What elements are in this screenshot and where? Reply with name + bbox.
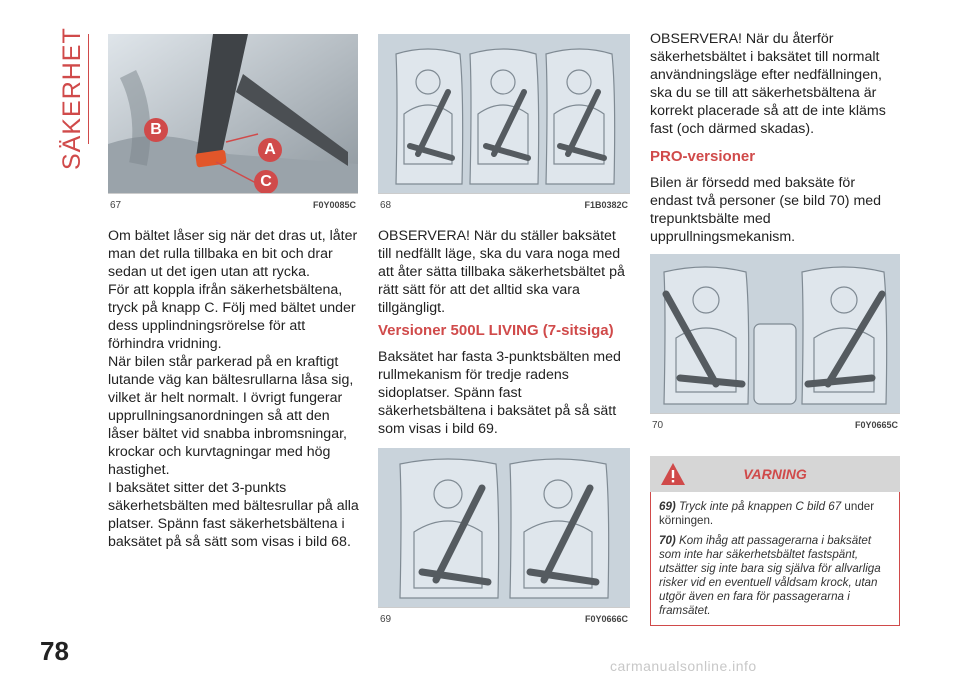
- figure-number: 67: [110, 199, 122, 211]
- figure-number: 69: [380, 613, 392, 625]
- warning-box: [650, 456, 900, 626]
- paragraph: När bilen står parkerad på en kraftigt lutande väg kan bältesrullarna låsa sig, vilket är helt normalt. I övrigt fungerar upprullningsanordningen så att den låser bältet vid snabba inbromsningar, krockar och kurvtagningar med hög hastighet.: [108, 354, 354, 478]
- warning-body: [650, 492, 900, 626]
- figure-67: [108, 34, 358, 216]
- figure-code: F0Y0666C: [584, 614, 628, 624]
- label-c: C: [254, 170, 278, 194]
- paragraph: I baksätet sitter det 3-punkts säkerhetsbälten med bältesrullar på alla platser. Spänn fast säkerhetsbältena i baksätet på så sätt som visas i bild 68.: [108, 480, 359, 550]
- col2-heading: Versioner 500L LIVING (7-sitsiga): [378, 322, 614, 339]
- figure-69: [378, 448, 630, 630]
- label-b: B: [144, 118, 168, 142]
- warning-ref: 70): [659, 534, 676, 547]
- warning-text: Kom ihåg att passagerarna i baksätet som inte har säkerhetsbältet fastspänt, utsätter sig inte bara sig själva för allvarliga risker vid en eventuell våldsam krock, utan utgör även en fara för passagerarna i framsätet.: [659, 534, 881, 617]
- col2-body-1: [378, 227, 630, 317]
- figure-code: F0Y0085C: [312, 200, 356, 210]
- figure-67-caption: [108, 193, 358, 216]
- figure-68-illustration: [378, 34, 630, 194]
- figure-70-illustration: [650, 254, 900, 414]
- figure-67-illustration: [108, 34, 358, 194]
- paragraph: OBSERVERA! När du återför säkerhetsbältet i baksätet till normalt användningsläge efter nedfällningen, ska du se till att säkerhetsbältena är korrekt placerade så att de inte kläms fast (och därmed skadas).: [650, 31, 886, 137]
- page-number: 78: [40, 636, 69, 666]
- paragraph: Baksätet har fasta 3-punktsbälten med rullmekanism för tredje radens sidoplatser. Spänn fast säkerhetsbältena i baksätet på så sätt som visas i bild 69.: [378, 349, 621, 437]
- figure-68: [378, 34, 630, 216]
- paragraph: Om bältet låser sig när det dras ut, låter man det rulla tillbaka en bit och drar sedan ut det igen utan att rycka.: [108, 228, 358, 280]
- col3-heading: PRO-versioner: [650, 148, 756, 165]
- figure-69-caption: [378, 607, 630, 630]
- warning-header: [650, 456, 900, 492]
- paragraph: Bilen är försedd med baksäte för endast två personer (se bild 70) med trepunktsbälte med upprullningsmekanism.: [650, 175, 882, 245]
- warning-item: [659, 500, 891, 528]
- label-a: A: [258, 138, 282, 162]
- warning-triangle-icon: [660, 462, 686, 486]
- col3-body-1: [650, 30, 900, 138]
- paragraph: För att koppla ifrån säkerhetsbältena, tryck på knapp C. Följ med bältet under dess upplindningsrörelse för att förhindra vridning.: [108, 282, 356, 352]
- figure-number: 68: [380, 199, 392, 211]
- figure-68-caption: [378, 193, 630, 216]
- warning-text: Tryck inte på knappen C bild 67: [679, 500, 842, 513]
- figure-70-caption: [650, 413, 900, 436]
- figure-69-illustration: [378, 448, 630, 608]
- figure-70: [650, 254, 900, 436]
- section-rule: [88, 34, 89, 144]
- watermark: carmanualsonline.info: [610, 658, 757, 674]
- col1-body: [108, 227, 360, 551]
- warning-title: VARNING: [743, 466, 807, 482]
- figure-code: F0Y0665C: [854, 420, 898, 430]
- paragraph: OBSERVERA! När du ställer baksätet till nedfällt läge, ska du vara noga med att åter sätta tillbaka säkerhetsbältet på rätt sätt för att det alltid ska vara tillgängligt.: [378, 228, 625, 316]
- section-title: SÄKERHET: [58, 27, 86, 170]
- figure-code: F1B0382C: [584, 200, 628, 210]
- warning-item: [659, 534, 891, 618]
- warning-ref: 69): [659, 500, 676, 513]
- col2-body-2: [378, 348, 630, 438]
- warning-text-upright: under körningen.: [659, 500, 875, 527]
- figure-number: 70: [652, 419, 664, 431]
- col3-body-2: [650, 174, 900, 246]
